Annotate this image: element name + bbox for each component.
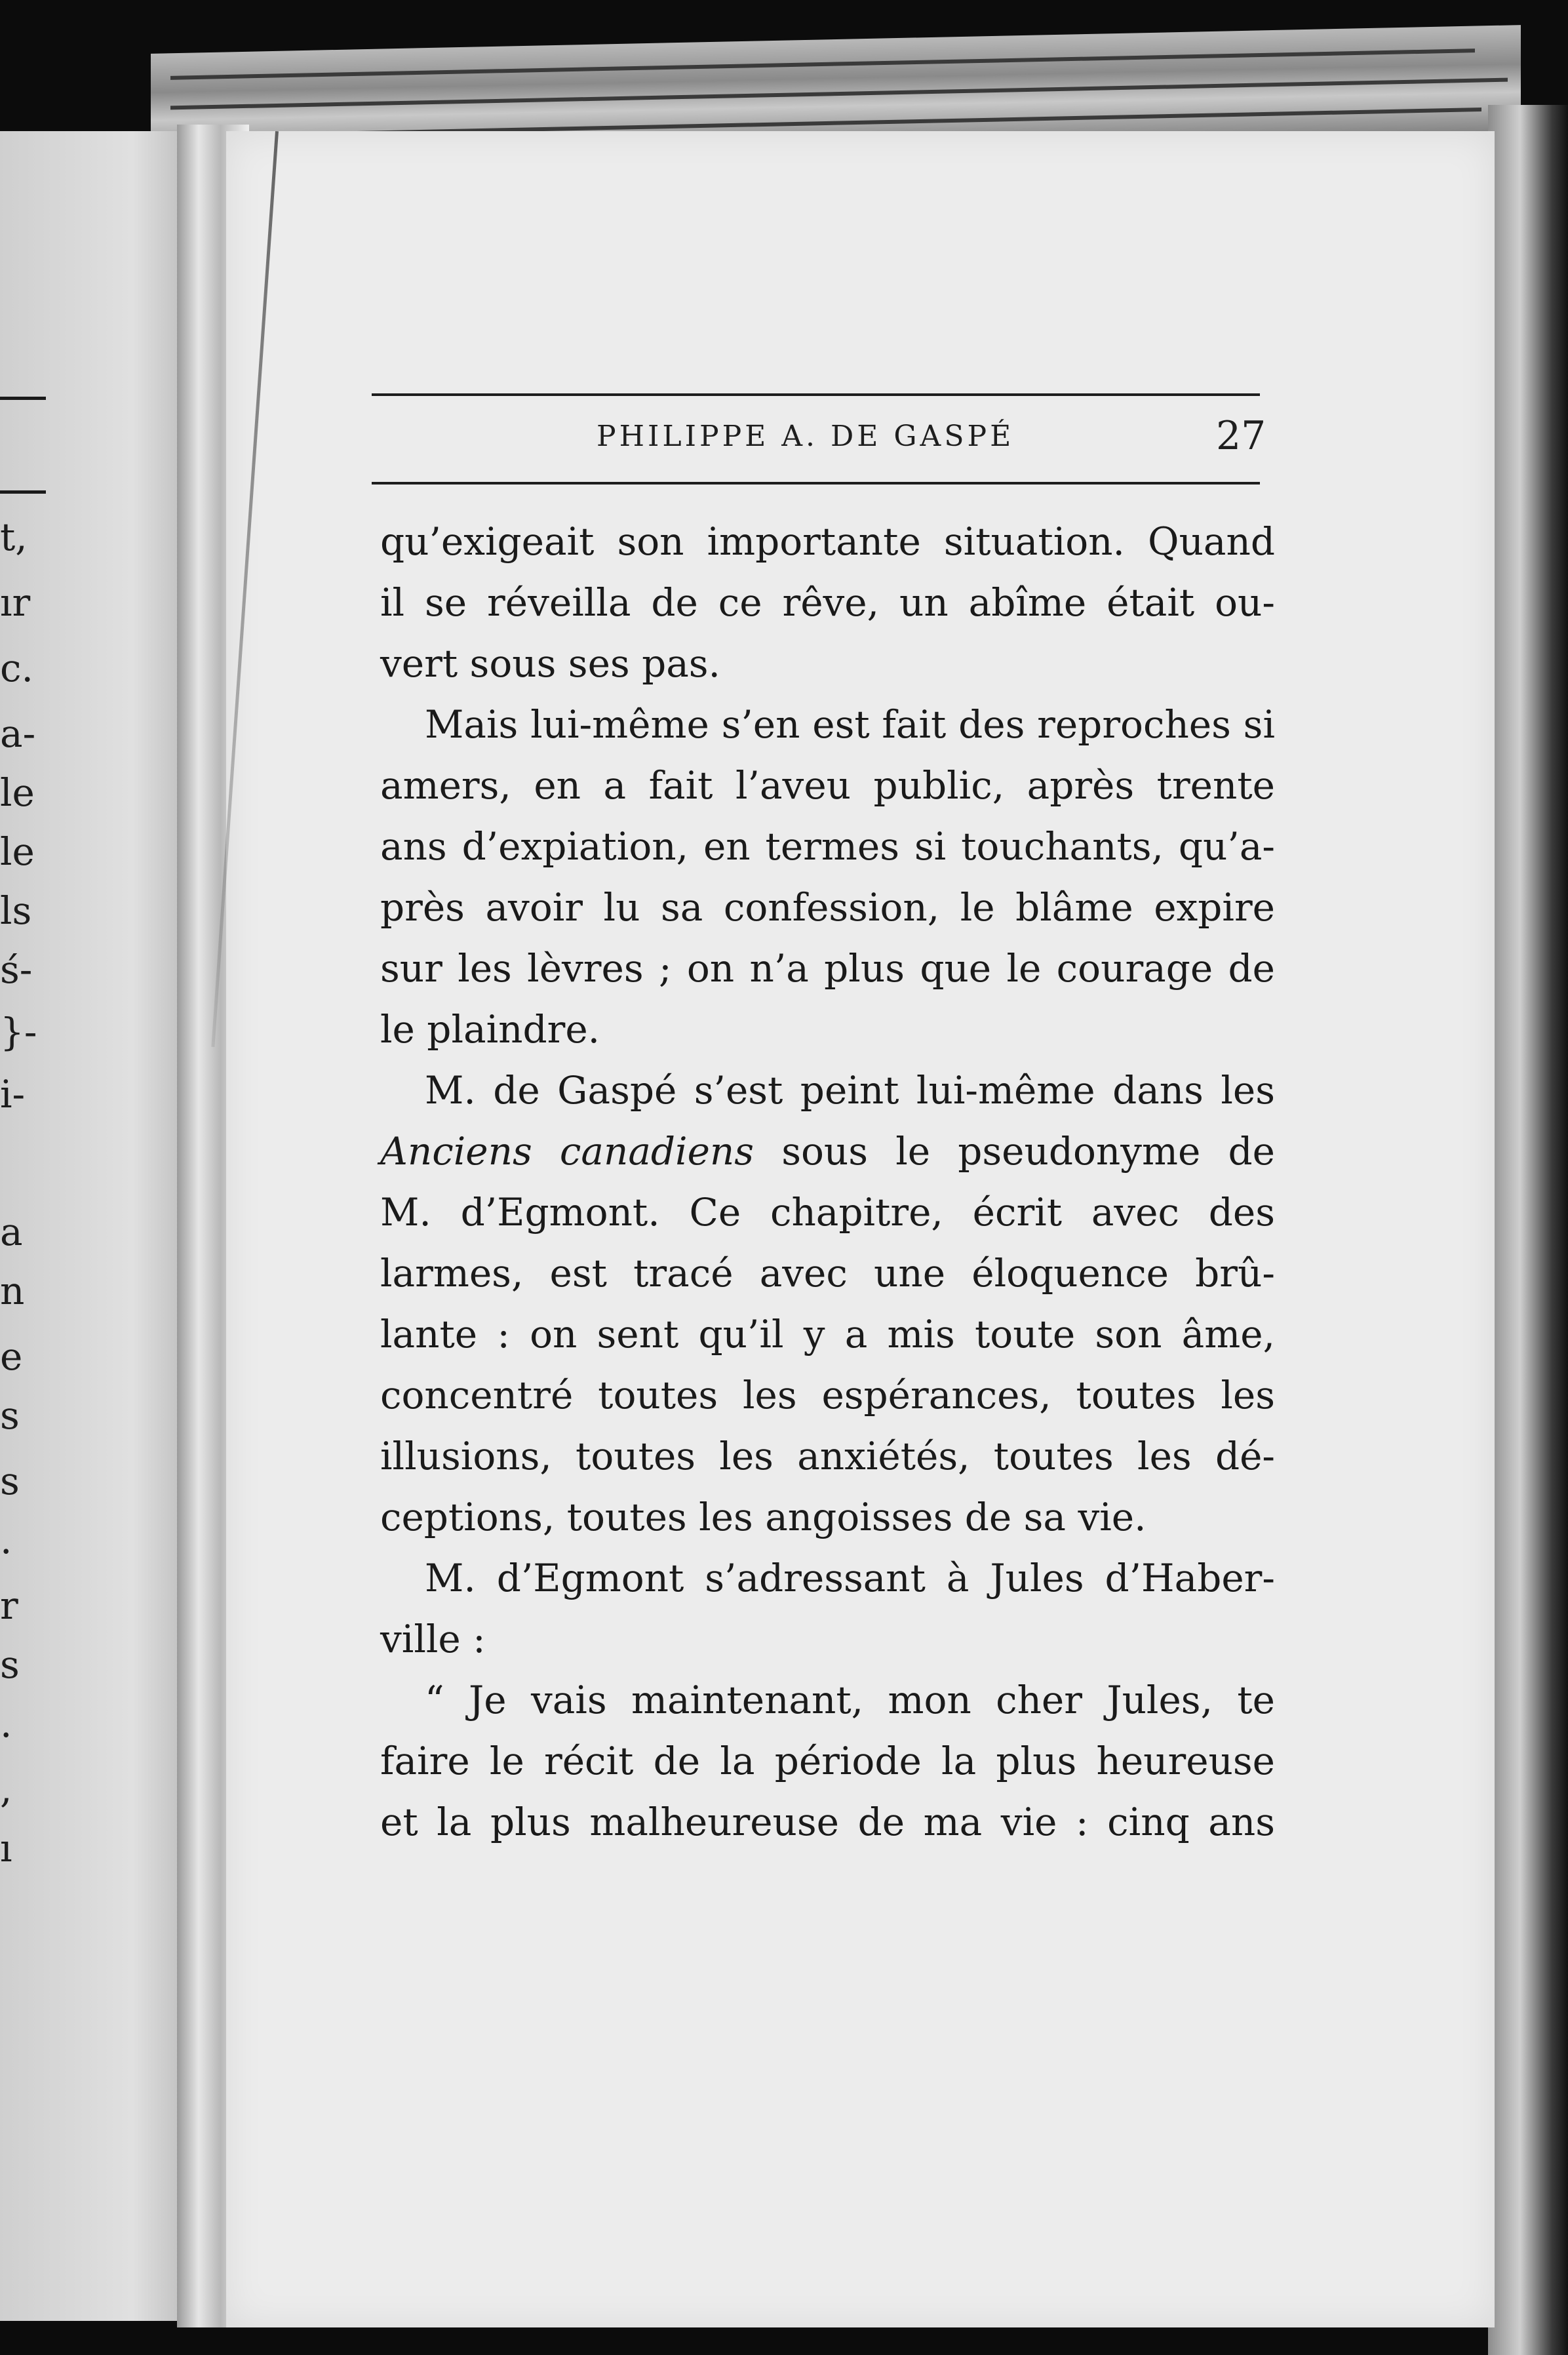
left-page-fragment: ı — [0, 1826, 12, 1870]
left-page-fragment: a — [0, 1210, 23, 1254]
left-page-fragment: ś- — [0, 947, 33, 992]
left-page-fragment: s — [0, 1393, 20, 1438]
left-page-fragment: t, — [0, 515, 28, 559]
text-line — [380, 1121, 1275, 1182]
text-line: larmes, est tracé avec une éloquence brû- — [380, 1251, 1275, 1296]
body-text — [380, 511, 1275, 1853]
left-page-fragment: le — [0, 829, 35, 874]
text-line: Mais lui-même s’en est fait des reproches si — [425, 702, 1275, 747]
left-page-fragment: ls — [0, 888, 32, 933]
text-line: faire le récit de la période la plus heureuse — [380, 1739, 1275, 1783]
text-line: illusions, toutes les anxiétés, toutes les dé- — [380, 1434, 1275, 1478]
left-page-fragment: e — [0, 1334, 23, 1379]
text-line: près avoir lu sa confession, le blâme expire — [380, 885, 1275, 930]
book-title-italic: Anciens canadiens — [380, 1129, 755, 1174]
left-page-fragment: le — [0, 770, 35, 815]
text-line: amers, en a fait l’aveu public, après trente — [380, 763, 1275, 808]
header-rule-top — [372, 393, 1260, 396]
text-line: le plaindre. — [380, 1007, 600, 1052]
text-line: M. d’Egmont. Ce chapitre, écrit avec des — [380, 1190, 1275, 1235]
left-page-fragment: s — [0, 1642, 20, 1687]
left-page-fragment: c. — [0, 646, 33, 690]
text-line: ceptions, toutes les angoisses de sa vie. — [380, 1495, 1147, 1539]
left-page-rule — [0, 490, 46, 494]
left-page — [0, 131, 190, 2321]
text-line: et la plus malheureuse de ma vie : cinq ans — [380, 1800, 1275, 1844]
left-page-fragment: . — [0, 1518, 12, 1562]
text-line: ville : — [380, 1617, 486, 1661]
left-page-fragment: , — [0, 1767, 12, 1811]
text-line-rest: sous le pseudonyme de — [754, 1129, 1275, 1174]
running-head: PHILIPPE A. DE GASPÉ — [597, 420, 1015, 453]
left-page-rule — [0, 397, 46, 400]
left-page-fragment: . — [0, 1701, 12, 1746]
text-line: vert sous ses pas. — [380, 641, 720, 686]
text-line: qu’exigeait son importante situation. Quand — [380, 519, 1275, 564]
text-line: lante : on sent qu’il y a mis toute son âme, — [380, 1312, 1275, 1356]
text-line: concentré toutes les espérances, toutes les — [380, 1373, 1275, 1417]
left-page-fragment: ır — [0, 580, 31, 625]
left-page-fragment: r — [0, 1583, 18, 1628]
left-page-fragment: }- — [0, 1010, 37, 1054]
header-rule-bottom — [372, 482, 1260, 485]
right-page-edge — [1488, 105, 1568, 2355]
text-line: il se réveilla de ce rêve, un abîme était ou- — [380, 580, 1275, 625]
left-page-fragment: n — [0, 1269, 25, 1313]
text-line: ans d’expiation, en termes si touchants, qu’a- — [380, 824, 1275, 869]
text-line: M. de Gaspé s’est peint lui-même dans les — [425, 1068, 1275, 1113]
text-line: sur les lèvres ; on n’a plus que le courage de — [380, 946, 1275, 991]
page-number: 27 — [1216, 413, 1266, 459]
left-page-fragment: a- — [0, 711, 36, 756]
text-line: “ Je vais maintenant, mon cher Jules, te — [425, 1678, 1275, 1722]
left-page-fragment: i- — [0, 1072, 26, 1117]
text-line: M. d’Egmont s’adressant à Jules d’Haber- — [425, 1556, 1275, 1600]
left-page-fragment: s — [0, 1459, 20, 1503]
